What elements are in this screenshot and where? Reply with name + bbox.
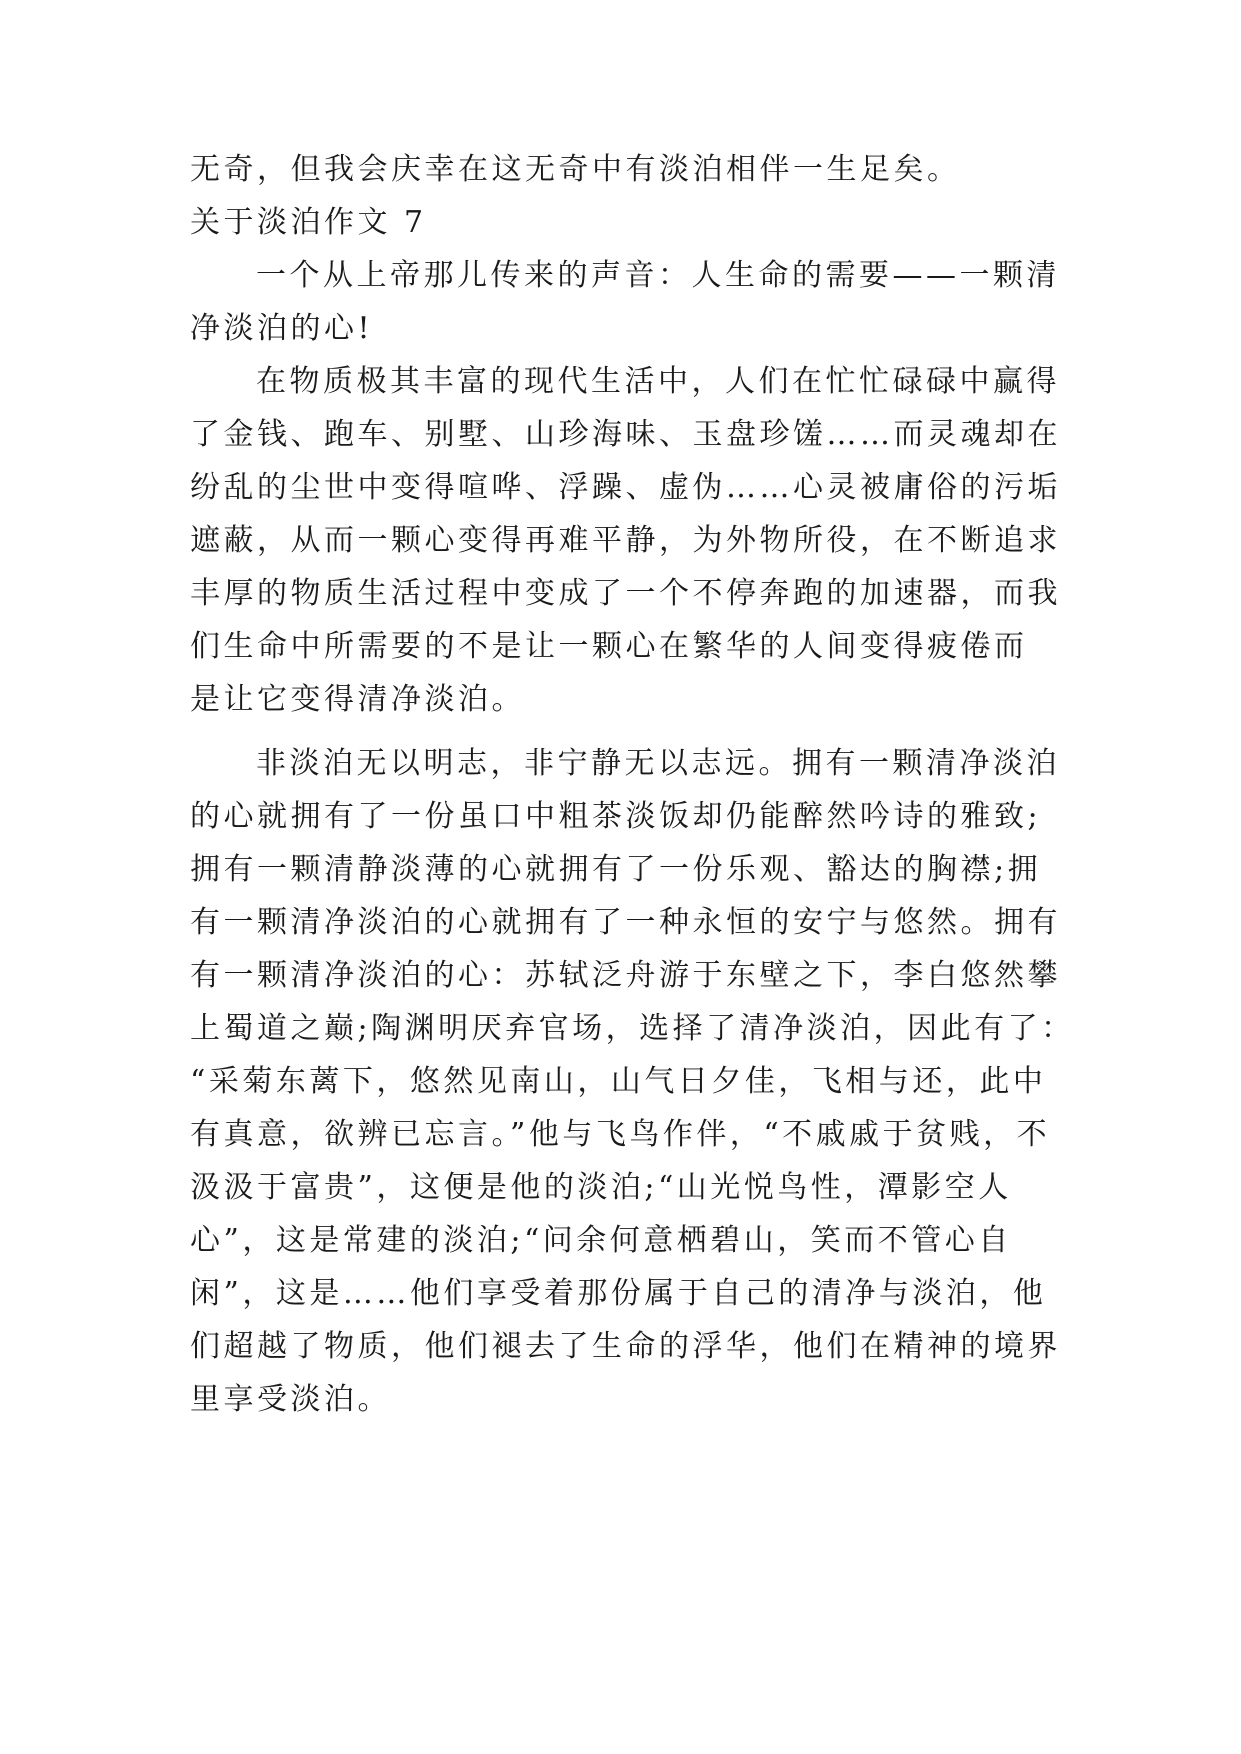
section-title: 关于淡泊作文 7	[190, 205, 427, 240]
text-line: 上蜀道之巅;陶渊明厌弃官场，选择了清净淡泊，因此有了：	[190, 1011, 1075, 1046]
text-line: 有一颗清净淡泊的心就拥有了一种永恒的安宁与悠然。拥有	[190, 905, 1061, 940]
text-line: 有一颗清净淡泊的心：苏轼泛舟游于东壁之下，李白悠然攀	[190, 958, 1061, 993]
text-line: 有真意，欲辨已忘言。”他与飞鸟作伴，“不戚戚于贫贱，不	[190, 1117, 1051, 1152]
text-line: 汲汲于富贵”，这便是他的淡泊;“山光悦鸟性，潭影空人	[190, 1170, 1012, 1205]
text-line: 了金钱、跑车、别墅、山珍海味、玉盘珍馐……而灵魂却在	[190, 417, 1061, 452]
text-line: 一个从上帝那儿传来的声音：人生命的需要——一颗清	[256, 258, 1060, 293]
text-line: 无奇，但我会庆幸在这无奇中有淡泊相伴一生足矣。	[190, 152, 961, 187]
text-line: 净淡泊的心!	[190, 311, 374, 346]
text-line: 们超越了物质，他们褪去了生命的浮华，他们在精神的境界	[190, 1329, 1061, 1364]
text-line: 丰厚的物质生活过程中变成了一个不停奔跑的加速器，而我	[190, 576, 1061, 611]
text-line: 拥有一颗清静淡薄的心就拥有了一份乐观、豁达的胸襟;拥	[190, 852, 1042, 887]
text-line: 是让它变得清净淡泊。	[190, 682, 525, 717]
text-line: 们生命中所需要的不是让一颗心在繁华的人间变得疲倦而	[190, 629, 1028, 664]
text-line: 里享受淡泊。	[190, 1382, 391, 1417]
text-line: 在物质极其丰富的现代生活中，人们在忙忙碌碌中赢得	[256, 364, 1060, 399]
text-line: 闲”，这是……他们享受着那份属于自己的清净与淡泊，他	[190, 1276, 1047, 1311]
text-line: 遮蔽，从而一颗心变得再难平静，为外物所役，在不断追求	[190, 523, 1061, 558]
text-line: 非淡泊无以明志，非宁静无以志远。拥有一颗清净淡泊	[256, 746, 1060, 781]
text-line: 心”，这是常建的淡泊;“问余何意栖碧山，笑而不管心自	[190, 1223, 1012, 1258]
text-line: 的心就拥有了一份虽口中粗茶淡饭却仍能醉然吟诗的雅致;	[190, 799, 1042, 834]
text-line: “采菊东蓠下，悠然见南山，山气日夕佳，飞相与还，此中	[190, 1064, 1047, 1099]
text-line: 纷乱的尘世中变得喧哗、浮躁、虚伪……心灵被庸俗的污垢	[190, 470, 1061, 505]
